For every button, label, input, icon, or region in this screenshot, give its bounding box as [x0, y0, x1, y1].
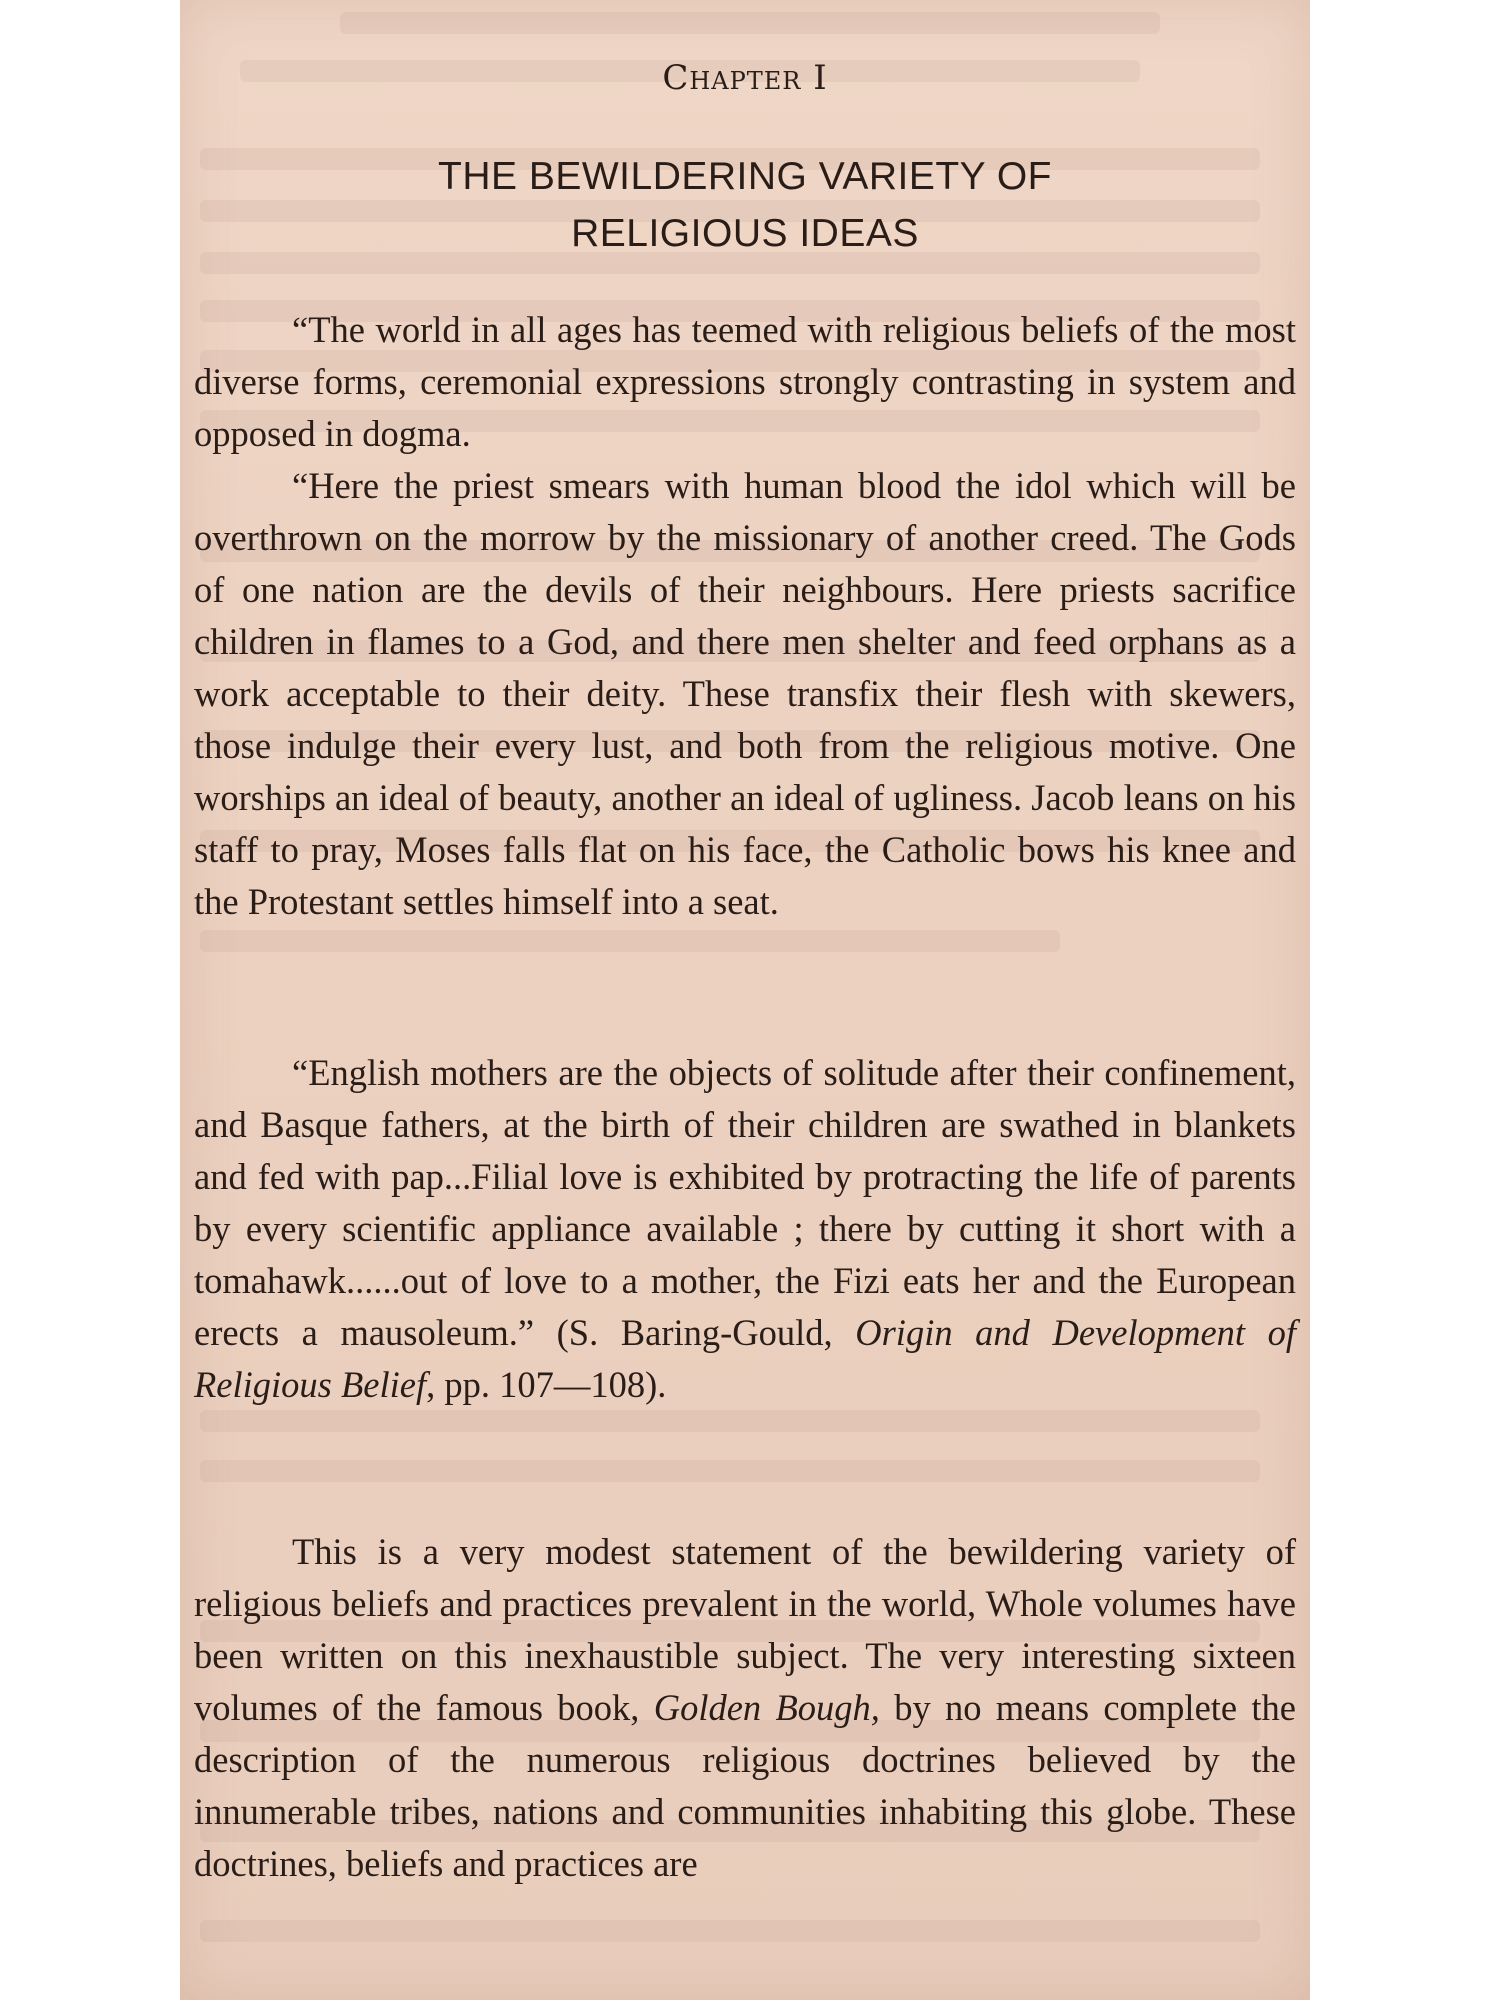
paragraph-4-text: This is a very modest statement of the bewildering variety of religious beliefs and practices prevalent in the world, Whole volumes have been written on this inexhaustible subject. The very interesting sixteen volumes of the famous book, [194, 1531, 1296, 1728]
paragraph-4-text-end: by no means complete the description of the numerous religious doctrines believed by the innumerable tribes, nations and communities inhabiting this globe. These doctrines, beliefs and practices are [194, 1687, 1296, 1884]
paragraph-1: “The world in all ages has teemed with religious beliefs of the most diverse forms, ceremonial expressions strongly contrasting in system and opposed in dogma. [194, 309, 1296, 454]
paragraph-3-text: “English mothers are the objects of solitude after their confinement, and Basque fathers, at the birth of their children are swathed in blankets and fed with pap...Filial love is exhibited by protracting the life of parents by every scientific appliance available ; there by cutting it short with a tomahawk......out of love to a mother, the Fizi eats her and the European erects a mausoleum.” (S. Baring-Gould, [194, 1052, 1296, 1353]
paragraph-4 [194, 1526, 1296, 1890]
book-title-golden-bough: Golden Bough, [653, 1687, 880, 1728]
chapter-title-line-2: RELIGIOUS IDEAS [571, 212, 919, 255]
paragraph-3-text-end: , pp. 107—108). [426, 1364, 667, 1405]
book-page [180, 0, 1310, 2000]
chapter-label: Chapter I [662, 58, 828, 98]
chapter-title-line-1: THE BEWILDERING VARIETY OF [438, 155, 1052, 198]
book-title-citation: Origin and Development of Religious Belief [194, 1312, 1296, 1405]
chapter-title [194, 148, 1296, 262]
paragraph-3 [194, 1047, 1296, 1411]
paragraph-2: “Here the priest smears with human blood the idol which will be overthrown on the morrow by the missionary of another creed. The Gods of one nation are the devils of their neighbours. Here priests sacrifice children in flames to a God, and there men shelter and feed orphans as a work acceptable to their deity. These transfix their flesh with skewers, those indulge their every lust, and both from the religious motive. One worships an ideal of beauty, another an ideal of ugliness. Jacob leans on his staff to pray, Moses falls flat on his face, the Catholic bows his knee and the Protestant settles himself into a seat. [194, 465, 1296, 922]
